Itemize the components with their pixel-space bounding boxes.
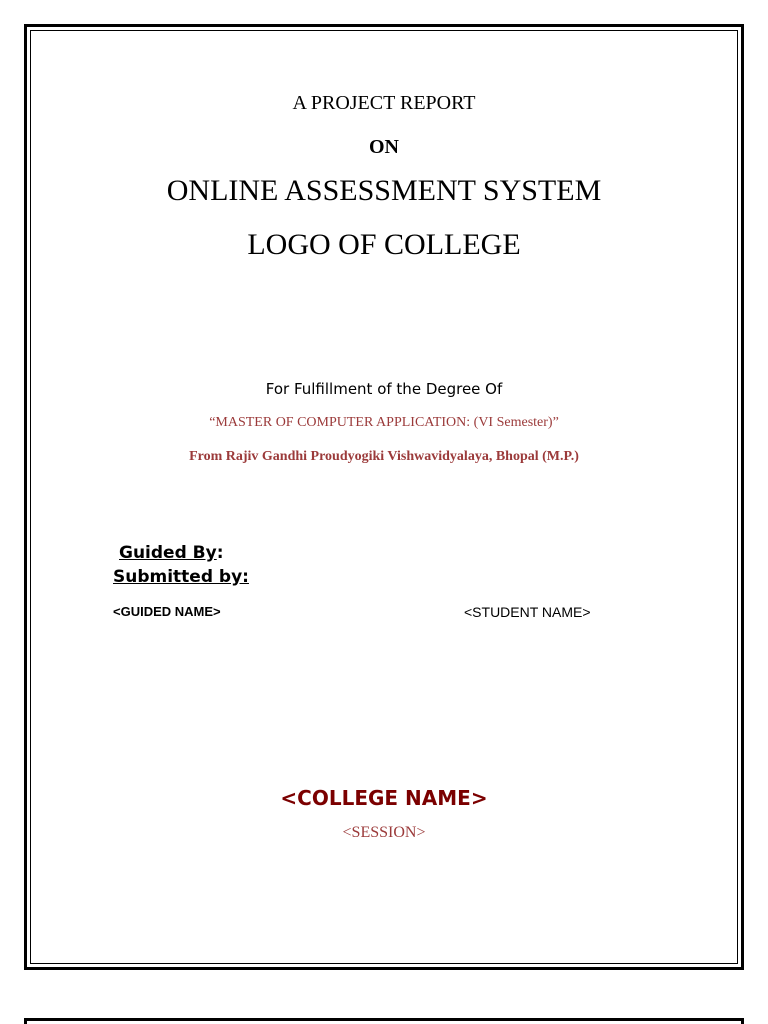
student-name: <STUDENT NAME> [464, 604, 591, 620]
report-on: ON [369, 136, 399, 158]
submitted-by-label: Submitted by: [113, 567, 249, 587]
session: <SESSION> [342, 824, 426, 841]
guided-name: <GUIDED NAME> [113, 604, 221, 619]
guided-by-label: Guided By [119, 543, 217, 563]
degree-program: “MASTER OF COMPUTER APPLICATION: (VI Semester)” [209, 415, 559, 430]
project-title: ONLINE ASSESSMENT SYSTEM [166, 174, 602, 207]
degree-intro: For Fulfillment of the Degree Of [265, 380, 503, 398]
college-logo-placeholder: LOGO OF COLLEGE [247, 228, 521, 261]
report-heading: A PROJECT REPORT [292, 92, 476, 114]
degree-university: From Rajiv Gandhi Proudyogiki Vishwavidyalaya, Bhopal (M.P.) [189, 449, 579, 464]
college-name: <COLLEGE NAME> [280, 786, 488, 810]
guided-by-colon: : [216, 543, 224, 563]
guided-by-label-row [119, 543, 224, 563]
